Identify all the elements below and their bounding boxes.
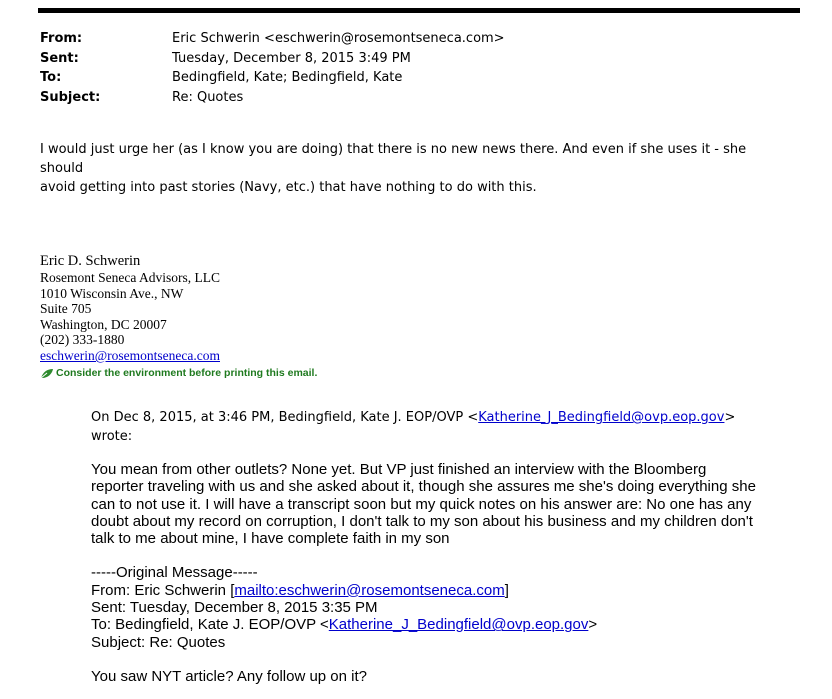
subject-row <box>40 88 505 108</box>
original-from-mailto-link[interactable]: mailto:eschwerin@rosemontseneca.com <box>234 581 505 599</box>
spacer <box>91 547 781 564</box>
quoted-intro-end: > <box>724 410 736 425</box>
signature-address-line: Washington, DC 20007 <box>40 316 167 332</box>
quoted-sender-email-link[interactable]: Katherine_J_Bedingfield@ovp.eop.gov <box>478 410 725 425</box>
quoted-body-line: reporter traveling with us and she asked about it, though she assures me she's doing everything she <box>91 478 756 496</box>
quoted-body-line: talk to me about mine, I have complete faith in my son <box>91 530 450 548</box>
to-row <box>40 68 505 88</box>
sent-value: Tuesday, December 8, 2015 3:49 PM <box>172 50 411 66</box>
quoted-intro-line <box>91 408 781 427</box>
header-rule <box>38 8 800 13</box>
original-from-line <box>91 582 781 599</box>
body-line: I would just urge her (as I know you are doing) that there is no new news there. And even if she uses it - she should <box>40 142 747 176</box>
quoted-body-line: You mean from other outlets? None yet. But VP just finished an interview with the Bloomberg <box>91 461 707 478</box>
original-subject-line: Subject: Re: Quotes <box>91 633 226 651</box>
original-sent-line: Sent: Tuesday, December 8, 2015 3:35 PM <box>91 599 378 617</box>
original-to-line <box>91 616 781 633</box>
signature-phone: (202) 333-1880 <box>40 332 125 348</box>
signature-address-line: 1010 Wisconsin Ave., NW <box>40 285 184 301</box>
environment-note <box>40 366 317 382</box>
email-header <box>40 29 505 107</box>
quoted-message <box>91 461 781 685</box>
original-to-email-link[interactable]: Katherine_J_Bedingfield@ovp.eop.gov <box>328 616 589 634</box>
to-label: To: <box>40 70 62 85</box>
quoted-intro-text: On Dec 8, 2015, at 3:46 PM, Bedingfield, Kate J. EOP/OVP < <box>91 410 479 425</box>
quoted-body-line: doubt about my record on corruption, I don't talk to my son about his business and my children don't <box>91 512 753 530</box>
leaf-icon <box>40 368 54 379</box>
quoted-intro <box>91 408 781 446</box>
environment-note-text: Consider the environment before printing this email. <box>56 366 318 379</box>
sent-row <box>40 49 505 69</box>
from-label: From: <box>40 31 83 46</box>
quoted-wrote: wrote: <box>91 429 133 444</box>
quoted-body-line: can to not use it. I will have a transcript soon but my quick notes on his answer are: No one has any <box>91 495 752 513</box>
signature-block <box>40 253 317 381</box>
subject-label: Subject: <box>40 89 101 105</box>
original-message-separator: -----Original Message----- <box>91 564 258 582</box>
signature-company: Rosemont Seneca Advisors, LLC <box>40 270 220 285</box>
signature-address-line: Suite 705 <box>40 301 92 317</box>
original-from-end: ] <box>504 581 509 599</box>
original-body-line: You saw NYT article? Any follow up on it? <box>91 667 367 685</box>
sent-label: Sent: <box>40 50 79 66</box>
original-to-end: > <box>588 616 598 634</box>
original-to-text: To: Bedingfield, Kate J. EOP/OVP < <box>91 616 329 634</box>
to-value: Bedingfield, Kate; Bedingfield, Kate <box>172 70 403 85</box>
from-row <box>40 29 505 49</box>
original-from-text: From: Eric Schwerin [ <box>91 581 235 599</box>
spacer <box>91 651 781 668</box>
subject-value: Re: Quotes <box>172 89 244 105</box>
message-body <box>40 140 780 197</box>
signature-name: Eric D. Schwerin <box>40 253 141 269</box>
signature-email-link[interactable]: eschwerin@rosemontseneca.com <box>40 347 220 363</box>
body-line: avoid getting into past stories (Navy, etc.) that have nothing to do with this. <box>40 180 537 195</box>
from-value: Eric Schwerin <eschwerin@rosemontseneca.com> <box>172 31 505 46</box>
